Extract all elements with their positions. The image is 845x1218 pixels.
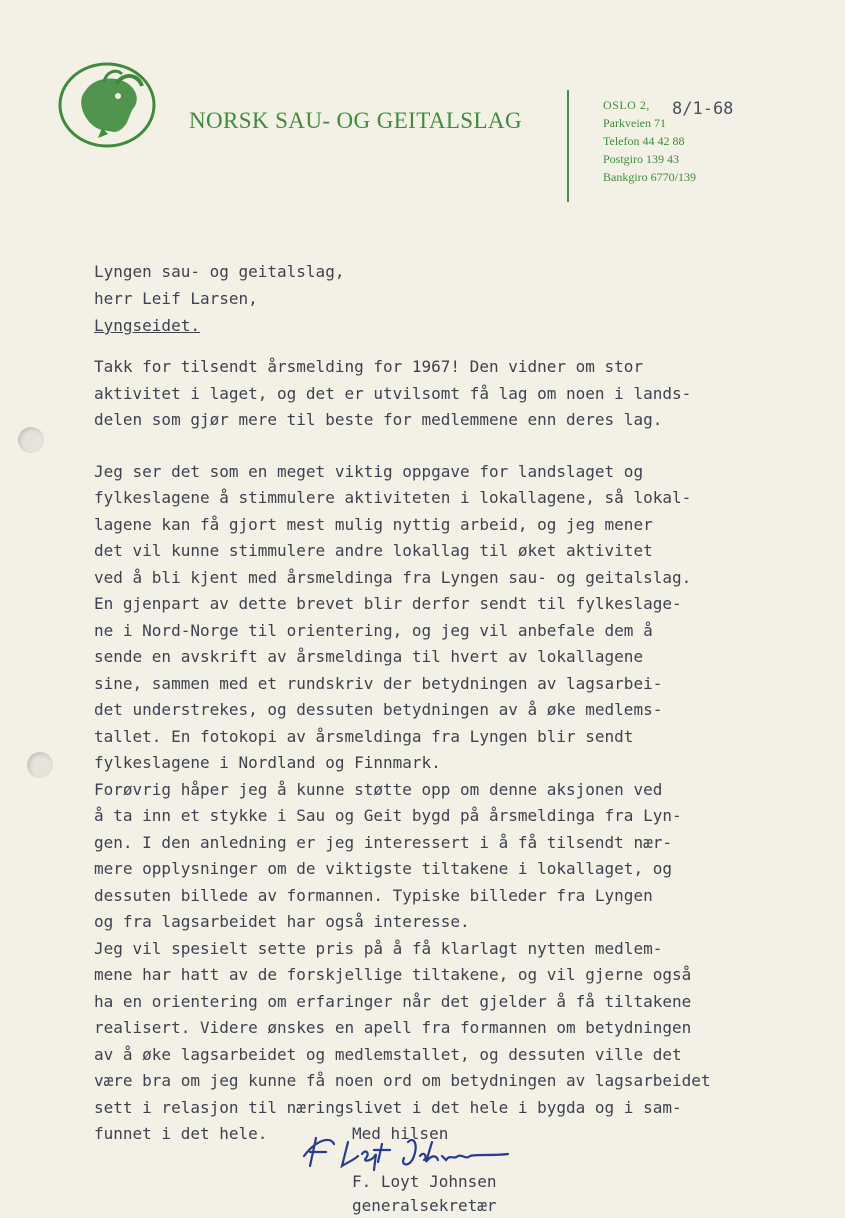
- body-line: delen som gjør mere til beste for medlemmene enn deres lag.: [94, 410, 663, 429]
- body-line: Jeg vil spesielt sette pris på å få klarlagt nytten medlem-: [94, 938, 663, 958]
- body-line: Forøvrig håper jeg å kunne støtte opp om denne aksjonen ved: [94, 779, 663, 799]
- body-line: være bra om jeg kunne få noen ord om betydningen av lagsarbeidet: [94, 1071, 711, 1090]
- body-paragraph: [94, 354, 794, 434]
- recipient-line: Lyngen sau- og geitalslag,: [94, 262, 345, 281]
- letter-body: [94, 354, 794, 1148]
- letterhead-divider: [567, 90, 569, 202]
- body-line: ne i Nord-Norge til orientering, og jeg vil anbefale dem å: [94, 620, 653, 640]
- body-line: mene har hatt av de forskjellige tiltakene, og vil gjerne også: [94, 965, 692, 984]
- letterhead-telefon: Telefon 44 42 88: [603, 134, 685, 148]
- body-paragraph: [94, 459, 794, 1148]
- body-line: sine, sammen med et rundskriv der betydningen av lagsarbei-: [94, 673, 663, 693]
- body-line: En gjenpart av dette brevet blir derfor sendt til fylkeslage-: [94, 594, 682, 613]
- body-line: realisert. Videre ønskes en apell fra formannen om betydningen: [94, 1018, 692, 1037]
- paragraph-gap: [94, 434, 794, 459]
- body-line: funnet i det hele.: [94, 1124, 268, 1143]
- body-line: fylkeslagene å stimmulere aktiviteten i lokallagene, så lokal-: [94, 488, 692, 507]
- letterhead-bankgiro: Bankgiro 6770/139: [603, 170, 696, 184]
- punch-hole-top: [18, 427, 44, 453]
- body-line: av å øke lagsarbeidet og medlemstallet, og dessuten ville det: [94, 1044, 682, 1064]
- recipient-address: [94, 258, 344, 339]
- letterhead-city: OSLO 2,: [603, 98, 650, 112]
- signature-space: [352, 1146, 497, 1170]
- body-line: og fra lagsarbeidet har også interesse.: [94, 912, 470, 931]
- body-line: Takk for tilsendt årsmelding for 1967! Den vidner om stor: [94, 357, 644, 376]
- closing-greeting: Med hilsen: [352, 1124, 449, 1143]
- recipient-line: herr Leif Larsen,: [94, 289, 258, 308]
- body-line: ved å bli kjent med årsmeldinga fra Lyngen sau- og geitalslag.: [94, 567, 692, 587]
- letterhead-postgiro: Postgiro 139 43: [603, 152, 680, 166]
- body-line: gen. I den anledning er jeg interessert i å få tilsendt nær-: [94, 832, 672, 852]
- goat-head-logo: [58, 62, 156, 148]
- body-line: aktivitet i laget, og det er utvilsomt få lag om noen i lands-: [94, 383, 692, 403]
- recipient-line: Lyngseidet.: [94, 316, 200, 335]
- letterhead-address: Parkveien 71: [603, 116, 666, 130]
- sender-title: generalsekretær: [352, 1196, 497, 1215]
- body-line: dessuten billede av formannen. Typiske billeder fra Lyngen: [94, 885, 653, 905]
- letter-date: 8/1-68: [672, 99, 734, 119]
- sender-name: F. Loyt Johnsen: [352, 1172, 497, 1191]
- body-line: fylkeslagene i Nordland og Finnmark.: [94, 753, 441, 772]
- punch-hole-bottom: [27, 752, 53, 778]
- letter-closing: [352, 1122, 497, 1218]
- body-line: sende en avskrift av årsmeldinga til hvert av lokallagene: [94, 647, 644, 666]
- body-line: sett i relasjon til næringslivet i det hele i bygda og i sam-: [94, 1097, 682, 1117]
- organization-name: NORSK SAU- OG GEITALSLAG: [189, 108, 522, 133]
- body-line: det understrekes, og dessuten betydningen av å øke medlems-: [94, 700, 663, 719]
- body-line: det vil kunne stimmulere andre lokallag til øket aktivitet: [94, 541, 653, 560]
- body-line: Jeg ser det som en meget viktig oppgave for landslaget og: [94, 461, 644, 481]
- body-line: tallet. En fotokopi av årsmeldinga fra Lyngen blir sendt: [94, 726, 634, 746]
- body-line: å ta inn et stykke i Sau og Geit bygd på årsmeldinga fra Lyn-: [94, 806, 682, 825]
- body-line: ha en orientering om erfaringer når det gjelder å få tiltakene: [94, 991, 692, 1011]
- body-line: lagene kan få gjort mest mulig nyttig arbeid, og jeg mener: [94, 514, 653, 534]
- body-line: mere opplysninger om de viktigste tiltakene i lokallaget, og: [94, 859, 672, 878]
